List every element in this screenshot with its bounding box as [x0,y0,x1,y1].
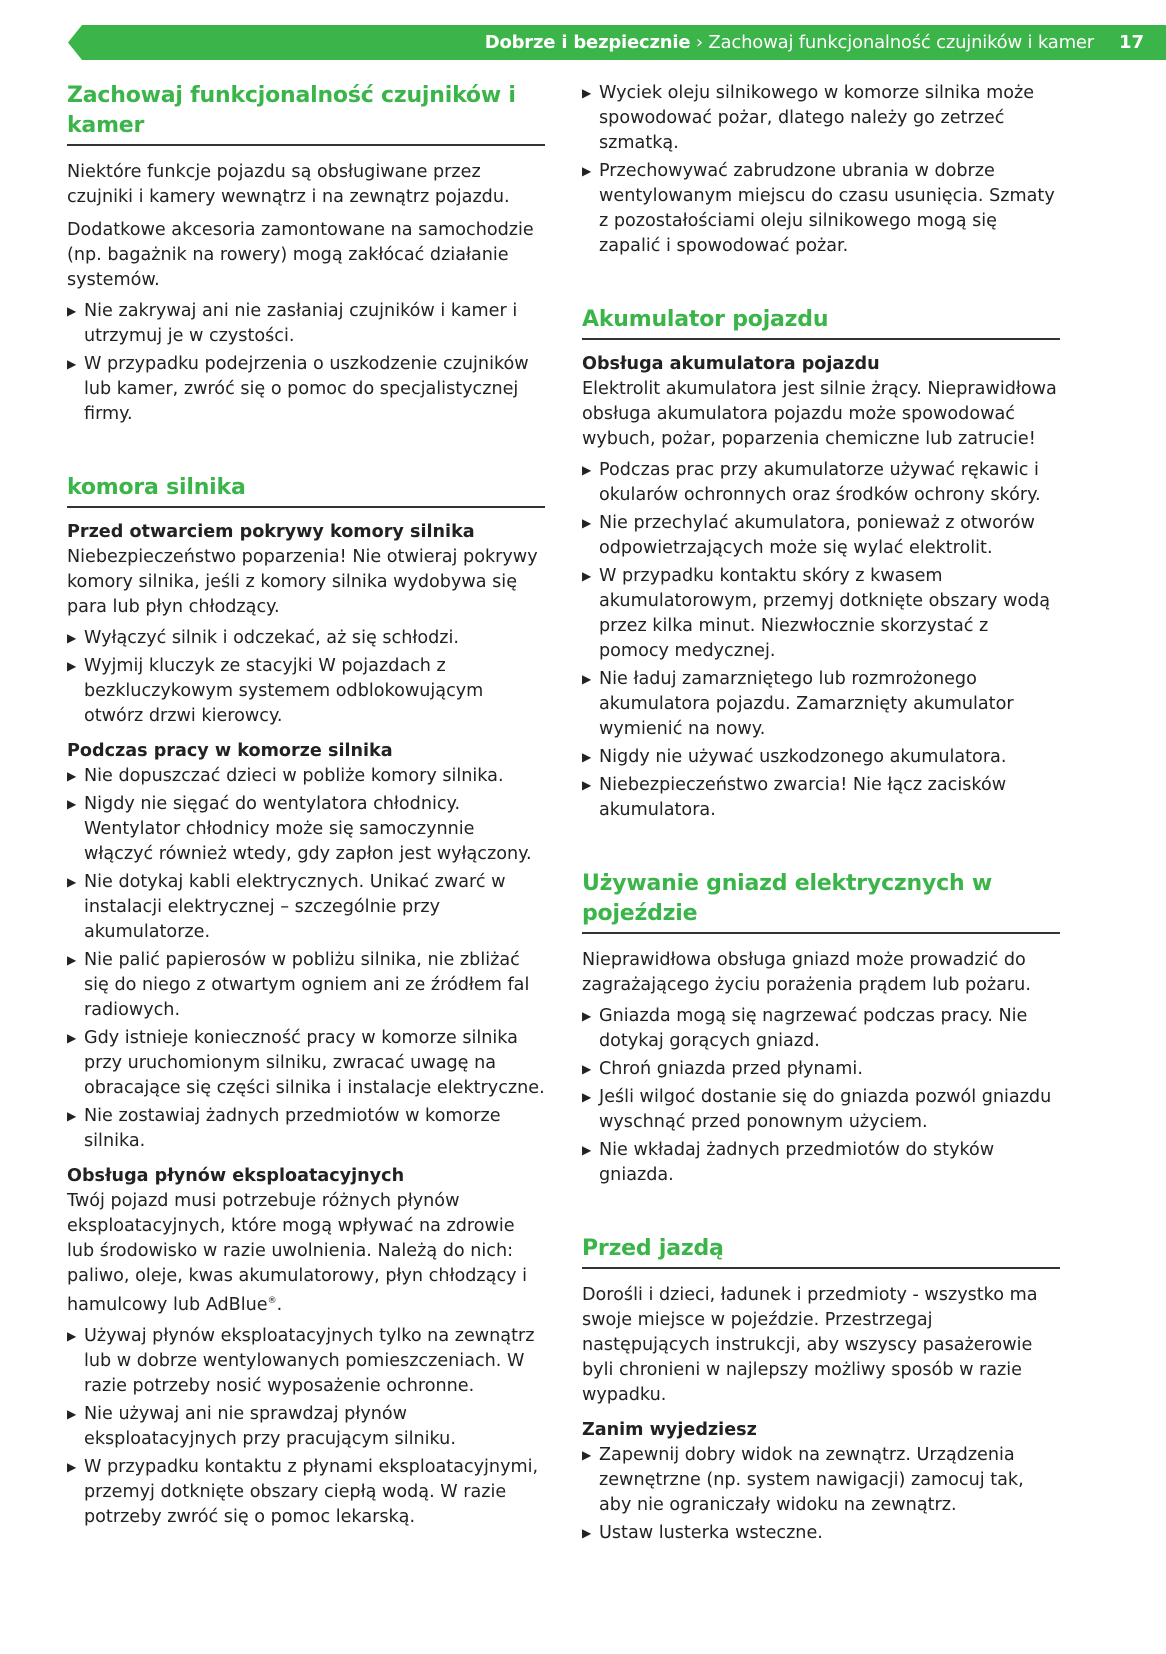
subheading: Zanim wyjedziesz [582,1420,757,1440]
breadcrumb-section: Dobrze i bezpiecznie [484,32,691,53]
subheading: Przed otwarciem pokrywy komory silnika [67,522,475,542]
list-item: ▶ Nie używaj ani nie sprawdzaj płynów eksploatacyjnych przy pracującym silniku. [67,1403,456,1449]
bullet-triangle-icon: ▶ [67,1406,77,1421]
list-item: ▶ Niebezpieczeństwo zwarcia! Nie łącz zacisków akumulatora. [582,775,1007,820]
bullet-triangle-icon: ▶ [582,1062,592,1076]
list-item: ▶ Gdy istnieje konieczność pracy w komorze silnika przy uruchomionym silniku, zwracać uwagę na obracające się części silnika i instalacje elektryczne. [67,1028,545,1098]
bullet-triangle-icon: ▶ [582,1009,592,1023]
bullet-triangle-icon: ▶ [67,1031,77,1045]
list-item: ▶ W przypadku podejrzenia o uszkodzenie czujników lub kamer, zwróć się o pomoc do specjalistycznej firmy. [67,354,529,424]
bullet-triangle-icon: ▶ [67,357,77,371]
bullet-triangle-icon: ▶ [67,1459,77,1474]
section-battery [582,305,1060,823]
bullet-triangle-icon: ▶ [582,516,592,530]
page-number: 17 [1118,32,1144,53]
section-sensors [67,81,545,427]
bullet-list [582,1443,1060,1546]
paragraph: Niektóre funkcje pojazdu są obsługiwane przez czujniki i kamery wewnątrz i na zewnątrz pojazdu. [67,162,510,207]
subheading: Podczas pracy w komorze silnika [67,741,393,761]
bullet-list [67,299,545,427]
bullet-triangle-icon: ▶ [67,953,77,967]
bullet-list [582,81,1060,259]
breadcrumb-subsection: Zachowaj funkcjonalność czujników i kamer [708,32,1094,53]
bullet-triangle-icon: ▶ [582,164,592,178]
bullet-triangle-icon: ▶ [582,569,592,583]
list-item: ▶ Jeśli wilgoć dostanie się do gniazda pozwól gniazdu wyschnąć przed ponownym użyciem. [582,1087,1052,1132]
list-item: ▶ Ustaw lusterka wsteczne. [582,1521,1060,1546]
bullet-triangle-icon: ▶ [582,778,592,792]
list-item: ▶ Nie ładuj zamarzniętego lub rozmrożonego akumulatora pojazdu. Zamarznięty akumulator wymienić na nowy. [582,669,1014,739]
bullet-triangle-icon: ▶ [582,750,592,764]
paragraph: Elektrolit akumulatora jest silnie żrący. Nieprawidłowa obsługa akumulatora pojazdu może spowodować wybuch, pożar, poparzenia chemiczne lub zatrucie! [582,379,1057,449]
section-before-driving [582,1234,1060,1546]
list-item: ▶ Gniazda mogą się nagrzewać podczas pracy. Nie dotykaj gorących gniazd. [582,1006,1028,1051]
bullet-triangle-icon: ▶ [67,875,77,889]
bullet-triangle-icon: ▶ [582,1090,592,1104]
list-item: ▶ Zapewnij dobry widok na zewnątrz. Urządzenia zewnętrzne (np. system nawigacji) zamocuj tak, aby nie ograniczały widoku na zewnątrz. [582,1445,1024,1515]
section-title-before-driving: Przed jazdą [582,1234,1060,1269]
list-item: ▶ Chroń gniazda przed płynami. [582,1057,1060,1082]
left-column [67,78,545,1530]
bullet-triangle-icon: ▶ [67,1328,77,1343]
paragraph: Dorośli i dzieci, ładunek i przedmioty - wszystko ma swoje miejsce w pojeździe. Przestrzegaj następujących instrukcji, aby wszyscy pasażerowie byli chronieni w najlepszy możliwy sposób w razie wypadku. [582,1285,1038,1405]
bullet-triangle-icon: ▶ [67,797,77,811]
section-title-battery: Akumulator pojazdu [582,305,1060,340]
bullet-triangle-icon: ▶ [582,1143,592,1157]
right-column [582,78,1060,1546]
bullet-list [582,458,1060,823]
list-item: ▶ Nie dotykaj kabli elektrycznych. Unikać zwarć w instalacji elektrycznej – szczególnie przy akumulatorze. [67,872,506,942]
page-header-banner [68,25,1166,60]
list-item: ▶ Nie wkładaj żadnych przedmiotów do styków gniazda. [582,1140,995,1185]
list-item: ▶ Nie przechylać akumulatora, ponieważ z otworów odpowietrzających może się wylać elektrolit. [582,513,1035,558]
list-item: ▶ Wyłączyć silnik i odczekać, aż się schłodzi. [67,626,545,651]
list-item: ▶ Wyciek oleju silnikowego w komorze silnika może spowodować pożar, dlatego należy go zetrzeć szmatką. [582,83,1035,153]
list-item: ▶ W przypadku kontaktu z płynami eksploatacyjnymi, przemyj dotknięte obszary ciepłą wodą. W razie potrzeby zwróć się o pomoc lekarską. [67,1456,539,1527]
section-engine [67,473,545,1530]
bullet-triangle-icon: ▶ [67,659,77,673]
section-sockets [582,869,1060,1188]
bullet-triangle-icon: ▶ [582,463,592,477]
registered-trademark: ® [267,1296,277,1306]
bullet-list [67,626,545,729]
breadcrumb [485,25,1094,60]
list-item: ▶ Nie zakrywaj ani nie zasłaniaj czujników i kamer i utrzymuj je w czystości. [67,301,518,346]
paragraph: Niebezpieczeństwo poparzenia! Nie otwieraj pokrywy komory silnika, jeśli z komory silnika wydobywa się para lub płyn chłodzący. [67,547,538,617]
list-item: ▶ Nie palić papierosów w pobliżu silnika, nie zbliżać się do niego z otwartym ogniem ani ze źródłem fal radiowych. [67,950,530,1020]
section-title-sensors: Zachowaj funkcjonalność czujników i kamer [67,81,545,146]
subheading: Obsługa płynów eksploatacyjnych [67,1166,405,1186]
list-item: ▶ W przypadku kontaktu skóry z kwasem akumulatorowym, przemyj dotknięte obszary wodą przez kilka minut. Niezwłocznie skorzystać z pomocy medycznej. [582,566,1051,661]
list-item: ▶ Wyjmij kluczyk ze stacyjki W pojazdach z bezkluczykowym systemem odblokowującym otwórz drzwi kierowcy. [67,656,484,726]
list-item: ▶ Przechowywać zabrudzone ubrania w dobrze wentylowanym miejscu do czasu usunięcia. Szmaty z pozostałościami oleju silnikowego mogą się zapalić i spowodować pożar. [582,161,1055,256]
bullet-triangle-icon: ▶ [67,631,77,645]
list-item: ▶ Nie zostawiaj żadnych przedmiotów w komorze silnika. [67,1106,501,1151]
bullet-list [67,764,545,1154]
paragraph: Nieprawidłowa obsługa gniazd może prowadzić do zagrażającego życiu porażenia prądem lub pożaru. [582,950,1031,995]
bullet-triangle-icon: ▶ [582,1526,592,1540]
list-item: ▶ Podczas prac przy akumulatorze używać rękawic i okularów ochronnych oraz środków ochrony skóry. [582,460,1041,505]
paragraph: Dodatkowe akcesoria zamontowane na samochodzie (np. bagażnik na rowery) mogą zakłócać działanie systemów. [67,220,534,290]
list-item: ▶ Używaj płynów eksploatacyjnych tylko na zewnątrz lub w dobrze wentylowanych pomieszczeniach. W razie potrzeby nosić wyposażenie ochronne. [67,1325,535,1396]
section-title-engine: komora silnika [67,473,545,508]
breadcrumb-separator: › [695,32,703,53]
paragraph: Twój pojazd musi potrzebuje różnych płynów eksploatacyjnych, które mogą wpływać na zdrowie lub środowisko w razie uwolnienia. Należą do nich: paliwo, oleje, kwas akumulatorowy, płyn chłodzący i hamulcowy lub AdBlue®. [67,1191,528,1315]
list-item: ▶ Nigdy nie używać uszkodzonego akumulatora. [582,745,1060,770]
bullet-triangle-icon: ▶ [67,769,77,783]
bullet-triangle-icon: ▶ [67,304,77,318]
bullet-list [582,1004,1060,1188]
subheading: Obsługa akumulatora pojazdu [582,354,880,374]
bullet-list [67,1324,545,1530]
list-item: ▶ Nie dopuszczać dzieci w pobliże komory silnika. [67,764,545,789]
bullet-triangle-icon: ▶ [582,672,592,686]
section-title-sockets: Używanie gniazd elektrycznych w pojeździe [582,869,1060,934]
bullet-triangle-icon: ▶ [67,1109,77,1123]
bullet-triangle-icon: ▶ [582,86,592,100]
list-item: ▶ Nigdy nie sięgać do wentylatora chłodnicy. Wentylator chłodnicy może się samoczynnie włączyć również wtedy, gdy zapłon jest wyłączony. [67,794,532,864]
bullet-triangle-icon: ▶ [582,1448,592,1462]
